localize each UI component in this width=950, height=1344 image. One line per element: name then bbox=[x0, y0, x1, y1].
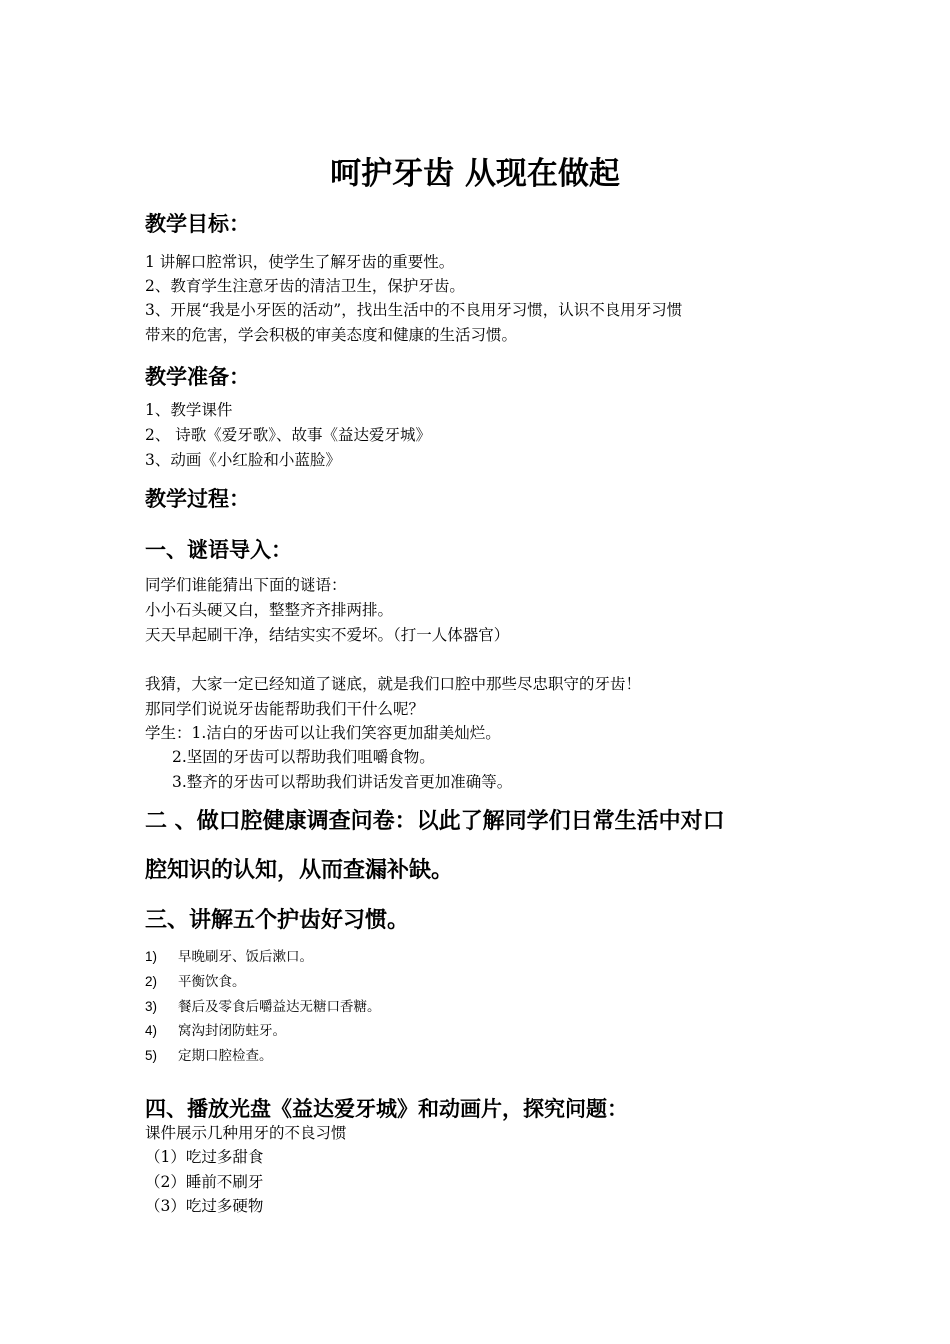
section2-heading-line: 二 、做口腔健康调查问卷：以此了解同学们日常生活中对口 bbox=[145, 809, 725, 834]
goal-line: 2、教育学生注意牙齿的清洁卫生，保护牙齿。 bbox=[145, 277, 465, 295]
habit-number: 1) bbox=[145, 949, 158, 964]
riddle-line: 小小石头硬又白，整整齐齐排两排。 bbox=[145, 601, 394, 619]
goal-line: 1 讲解口腔常识，使学生了解牙齿的重要性。 bbox=[145, 253, 455, 271]
discussion-line: 学生：1.洁白的牙齿可以让我们笑容更加甜美灿烂。 bbox=[145, 724, 501, 742]
goal-line: 3、开展“我是小牙医的活动”，找出生活中的不良用牙习惯，认识不良用牙习惯 bbox=[145, 301, 683, 319]
riddle-line: 天天早起刷干净，结结实实不爱坏。（打一人体器官） bbox=[145, 626, 510, 644]
discussion-line: 我猜，大家一定已经知道了谜底，就是我们口腔中那些尽忠职守的牙齿！ bbox=[145, 675, 642, 693]
habit-item bbox=[145, 1021, 286, 1041]
habit-text: 餐后及零食后嚼益达无糖口香糖。 bbox=[178, 999, 381, 1015]
habit-item bbox=[145, 972, 246, 992]
goals-heading: 教学目标： bbox=[145, 212, 250, 236]
habit-text: 早晚刷牙、饭后漱口。 bbox=[178, 949, 313, 965]
process-heading: 教学过程： bbox=[145, 487, 250, 511]
goal-line: 带来的危害，学会积极的审美态度和健康的生活习惯。 bbox=[145, 326, 518, 344]
habit-text: 定期口腔检查。 bbox=[178, 1048, 273, 1064]
section4-line: （2）睡前不刷牙 bbox=[145, 1173, 264, 1191]
section1-heading: 一、谜语导入： bbox=[145, 538, 292, 562]
prep-line: 3、动画《小红脸和小蓝脸》 bbox=[145, 451, 341, 469]
habit-number: 5) bbox=[145, 1048, 158, 1063]
section4-line: 课件展示几种用牙的不良习惯 bbox=[145, 1124, 347, 1142]
habit-item bbox=[145, 1046, 273, 1066]
section4-line: （1）吃过多甜食 bbox=[145, 1148, 264, 1166]
habit-item bbox=[145, 997, 381, 1017]
answer-line: 2.坚固的牙齿可以帮助我们咀嚼食物。 bbox=[172, 748, 435, 766]
habit-text: 窝沟封闭防蛀牙。 bbox=[178, 1023, 286, 1039]
riddle-line: 同学们谁能猜出下面的谜语： bbox=[145, 576, 347, 594]
discussion-line: 那同学们说说牙齿能帮助我们干什么呢？ bbox=[145, 700, 425, 718]
habit-number: 4) bbox=[145, 1023, 158, 1038]
habit-item bbox=[145, 947, 313, 967]
section4-heading: 四、播放光盘《益达爱牙城》和动画片，探究问题： bbox=[145, 1097, 628, 1121]
document-title: 呵护牙齿 从现在做起 bbox=[330, 156, 620, 192]
habit-text: 平衡饮食。 bbox=[178, 974, 246, 990]
prep-line: 1、教学课件 bbox=[145, 401, 233, 419]
prep-line: 2、 诗歌《爱牙歌》、故事《益达爱牙城》 bbox=[145, 426, 432, 444]
section4-line: （3）吃过多硬物 bbox=[145, 1197, 264, 1215]
habit-number: 2) bbox=[145, 974, 158, 989]
habit-number: 3) bbox=[145, 999, 158, 1014]
prep-heading: 教学准备： bbox=[145, 365, 250, 389]
section3-heading: 三、讲解五个护齿好习惯。 bbox=[145, 908, 410, 933]
answer-line: 3.整齐的牙齿可以帮助我们讲话发音更加准确等。 bbox=[172, 773, 513, 791]
section2-heading-line: 腔知识的认知，从而查漏补缺。 bbox=[145, 858, 454, 883]
